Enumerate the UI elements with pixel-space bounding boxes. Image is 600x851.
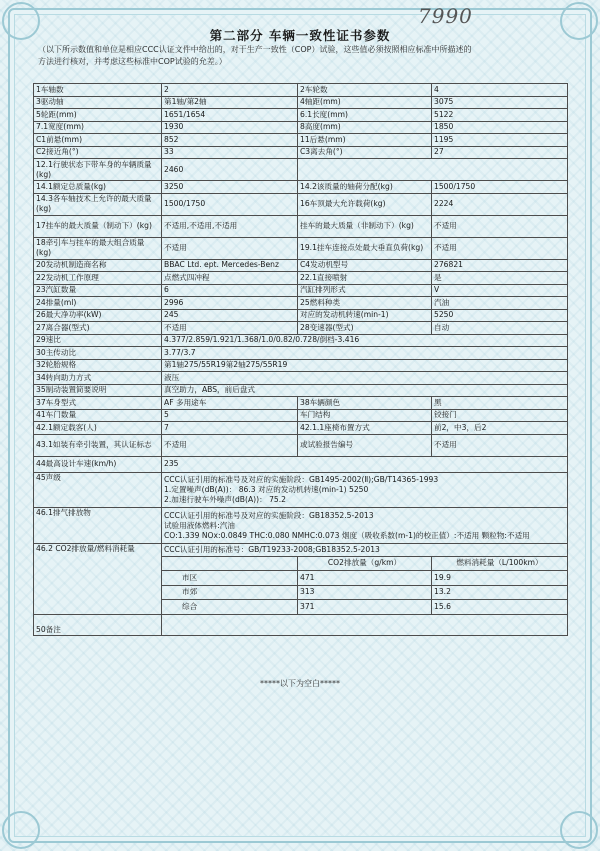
field-value: 1930 bbox=[162, 121, 298, 134]
table-row bbox=[34, 134, 568, 147]
field-label: 汽缸排列形式 bbox=[298, 284, 432, 297]
field-value bbox=[162, 473, 568, 508]
table-row bbox=[34, 614, 568, 635]
field-label: 41车门数量 bbox=[34, 409, 162, 422]
table-row bbox=[34, 384, 568, 397]
field-label: 34转向助力方式 bbox=[34, 372, 162, 385]
table-row bbox=[34, 347, 568, 360]
field-value: 27 bbox=[432, 146, 568, 159]
field-value: 铰接门 bbox=[432, 409, 568, 422]
field-label: 3驱动轴 bbox=[34, 96, 162, 109]
field-value: 不适用,不适用,不适用 bbox=[162, 215, 298, 237]
field-label: 24排量(ml) bbox=[34, 297, 162, 310]
field-value: 6 bbox=[162, 284, 298, 297]
field-value: 第1轴275/55R19第2轴275/55R19 bbox=[162, 359, 568, 372]
cycle-label: 市区 bbox=[162, 571, 298, 586]
table-row bbox=[34, 215, 568, 237]
field-value: 1500/1750 bbox=[162, 193, 298, 215]
table-row bbox=[34, 96, 568, 109]
field-label: 42.1.1座椅布置方式 bbox=[298, 422, 432, 435]
table-row bbox=[34, 456, 568, 473]
field-label: 5轮距(mm) bbox=[34, 109, 162, 122]
field-label: 1车轴数 bbox=[34, 84, 162, 97]
field-value: 5 bbox=[162, 409, 298, 422]
column-header: 燃料消耗量（L/100km） bbox=[432, 556, 568, 571]
field-label: C1前悬(mm) bbox=[34, 134, 162, 147]
field-label: 或试验报告编号 bbox=[298, 434, 432, 456]
field-label: 42.1额定载客(人) bbox=[34, 422, 162, 435]
intro-line: （以下所示数值和单位是相应CCC认证文件中给出的，对于生产一致性（COP）试验，这些值必须按照相应标准中所描述的 bbox=[38, 45, 472, 54]
handwritten-note: 7990 bbox=[418, 4, 473, 28]
field-label: C2接近角(°) bbox=[34, 146, 162, 159]
table-row bbox=[34, 309, 568, 322]
field-label: 14.2该质量的轴荷分配(kg) bbox=[298, 181, 432, 194]
field-label: 6.1长度(mm) bbox=[298, 109, 432, 122]
field-value: 汽油 bbox=[432, 297, 568, 310]
field-label: 46.1排气排放物 bbox=[34, 508, 162, 544]
field-value: 液压 bbox=[162, 372, 568, 385]
table-row bbox=[34, 84, 568, 97]
field-value: 前2，中3，后2 bbox=[432, 422, 568, 435]
table-row bbox=[34, 359, 568, 372]
table-row bbox=[34, 121, 568, 134]
field-label: 20发动机制造商名称 bbox=[34, 259, 162, 272]
field-value: 不适用 bbox=[432, 434, 568, 456]
field-label: 14.3各车轴技术上允许的最大质量(kg) bbox=[34, 193, 162, 215]
field-label: 17挂车的最大质量（制动下）(kg) bbox=[34, 215, 162, 237]
field-value: 4.377/2.859/1.921/1.368/1.0/0.82/0.728/倒档-3.416 bbox=[162, 334, 568, 347]
field-value: AF 多用途车 bbox=[162, 397, 298, 410]
field-value: 33 bbox=[162, 146, 298, 159]
field-value: 不适用 bbox=[162, 322, 298, 335]
field-value: 19.9 bbox=[432, 571, 568, 586]
table-row bbox=[34, 109, 568, 122]
corner-ornament bbox=[2, 811, 40, 849]
table-row bbox=[34, 422, 568, 435]
field-label: 46.2 CO2排放量/燃料消耗量 bbox=[34, 544, 162, 615]
corner-ornament bbox=[560, 811, 598, 849]
field-label: 19.1挂车连接点处最大垂直负荷(kg) bbox=[298, 237, 432, 259]
field-label: 29速比 bbox=[34, 334, 162, 347]
value-line: 试验用液体燃料:汽油 bbox=[164, 520, 235, 530]
field-value: 点燃式四冲程 bbox=[162, 272, 298, 285]
field-label: 7.1宽度(mm) bbox=[34, 121, 162, 134]
field-value: 852 bbox=[162, 134, 298, 147]
table-row bbox=[34, 193, 568, 215]
field-label: 23汽缸数量 bbox=[34, 284, 162, 297]
field-label: 26最大净功率(kW) bbox=[34, 309, 162, 322]
field-value: 黑 bbox=[432, 397, 568, 410]
field-value: 1850 bbox=[432, 121, 568, 134]
field-value: 是 bbox=[432, 272, 568, 285]
field-value: 235 bbox=[162, 456, 568, 473]
table-row bbox=[34, 259, 568, 272]
table-row bbox=[34, 322, 568, 335]
field-value: 313 bbox=[298, 585, 432, 600]
field-label: 44最高设计车速(km/h) bbox=[34, 456, 162, 473]
table-row bbox=[34, 237, 568, 259]
field-label: 25燃料种类 bbox=[298, 297, 432, 310]
field-label: 37车身型式 bbox=[34, 397, 162, 410]
field-value: 真空助力，ABS，前后盘式 bbox=[162, 384, 568, 397]
cycle-label: 市郊 bbox=[162, 585, 298, 600]
page-title: 第二部分 车辆一致性证书参数 bbox=[209, 28, 391, 43]
field-label: 30主传动比 bbox=[34, 347, 162, 360]
field-label: 挂车的最大质量（非制动下）(kg) bbox=[298, 215, 432, 237]
table-row bbox=[34, 159, 568, 181]
empty-cell bbox=[298, 159, 568, 181]
field-value: 1500/1750 bbox=[432, 181, 568, 194]
spec-table bbox=[33, 83, 568, 636]
field-value: 2460 bbox=[162, 159, 298, 181]
field-value: 371 bbox=[298, 600, 432, 615]
field-label: 14.1额定总质量(kg) bbox=[34, 181, 162, 194]
intro-line: 方法进行核对，并考虑这些标准中COP试验的允差。） bbox=[38, 57, 227, 66]
table-row bbox=[34, 334, 568, 347]
table-row bbox=[34, 272, 568, 285]
field-label: 12.1行驶状态下带车身的车辆质量(kg) bbox=[34, 159, 162, 181]
field-value: 第1轴/第2轴 bbox=[162, 96, 298, 109]
field-value: 自动 bbox=[432, 322, 568, 335]
field-label: 车门结构 bbox=[298, 409, 432, 422]
field-value: 不适用 bbox=[162, 434, 298, 456]
cycle-label: 综合 bbox=[162, 600, 298, 615]
table-row bbox=[34, 181, 568, 194]
value-line: CO:1.339 NOx:0.0849 THC:0.080 NMHC:0.073 烟度（吸收系数(m-1)的校正值）:不适用 颗粒物:不适用 bbox=[164, 530, 530, 540]
table-row bbox=[34, 473, 568, 508]
field-value bbox=[162, 508, 568, 544]
field-label: 45声级 bbox=[34, 473, 162, 508]
field-value: 1651/1654 bbox=[162, 109, 298, 122]
field-value: 不适用 bbox=[162, 237, 298, 259]
end-marker: *****以下为空白***** bbox=[260, 679, 340, 688]
field-value: 13.2 bbox=[432, 585, 568, 600]
field-label: 对应的发动机转速(min-1) bbox=[298, 309, 432, 322]
field-label: 22.1直接喷射 bbox=[298, 272, 432, 285]
field-value: 2 bbox=[162, 84, 298, 97]
value-line: 1.定置噪声(dB(A))： 86.3 对应的发动机转速(min-1) 5250 bbox=[164, 485, 369, 494]
field-label: 8高度(mm) bbox=[298, 121, 432, 134]
field-label: 11后悬(mm) bbox=[298, 134, 432, 147]
field-value: 276821 bbox=[432, 259, 568, 272]
value-line: CCC认证引用的标准号及对应的实施阶段：GB1495-2002(Ⅱ);GB/T14365-1993 bbox=[164, 475, 439, 484]
field-label: 50备注 bbox=[34, 614, 162, 635]
field-value: V bbox=[432, 284, 568, 297]
field-label: 43.1如装有牵引装置，其认证标志 bbox=[34, 434, 162, 456]
field-value: 5250 bbox=[432, 309, 568, 322]
field-label: 4轴距(mm) bbox=[298, 96, 432, 109]
empty-cell bbox=[162, 556, 298, 571]
field-label: 16车顶最大允许载荷(kg) bbox=[298, 193, 432, 215]
field-label: 2车轮数 bbox=[298, 84, 432, 97]
table-row bbox=[34, 372, 568, 385]
field-label: 22发动机工作原理 bbox=[34, 272, 162, 285]
field-label: 28变速器(型式) bbox=[298, 322, 432, 335]
field-label: 38车辆颜色 bbox=[298, 397, 432, 410]
field-value: 7 bbox=[162, 422, 298, 435]
field-value: 2996 bbox=[162, 297, 298, 310]
field-value: 不适用 bbox=[432, 215, 568, 237]
table-row bbox=[34, 508, 568, 544]
field-label: 35制动装置简要说明 bbox=[34, 384, 162, 397]
field-value: 3075 bbox=[432, 96, 568, 109]
table-row bbox=[34, 297, 568, 310]
table-row bbox=[34, 284, 568, 297]
table-row bbox=[34, 409, 568, 422]
field-value: 3250 bbox=[162, 181, 298, 194]
value-line: 2.加速行驶车外噪声(dB(A))： 75.2 bbox=[164, 495, 286, 504]
field-value: CCC认证引用的标准号：GB/T19233-2008;GB18352.5-2013 bbox=[162, 544, 568, 557]
field-value: 245 bbox=[162, 309, 298, 322]
field-label: 32轮胎规格 bbox=[34, 359, 162, 372]
table-row bbox=[34, 146, 568, 159]
table-row bbox=[34, 397, 568, 410]
field-value: 4 bbox=[432, 84, 568, 97]
field-label: 27离合器(型式) bbox=[34, 322, 162, 335]
field-label: C3离去角(°) bbox=[298, 146, 432, 159]
field-label: 18牵引车与挂车的最大组合质量(kg) bbox=[34, 237, 162, 259]
table-row bbox=[34, 434, 568, 456]
column-header: CO2排放量（g/km） bbox=[298, 556, 432, 571]
table-row bbox=[34, 544, 568, 557]
field-label: C4发动机型号 bbox=[298, 259, 432, 272]
field-value: 471 bbox=[298, 571, 432, 586]
empty-cell bbox=[162, 614, 568, 635]
field-value: 5122 bbox=[432, 109, 568, 122]
field-value: 3.77/3.7 bbox=[162, 347, 568, 360]
field-value: BBAC Ltd. ept. Mercedes-Benz bbox=[162, 259, 298, 272]
field-value: 不适用 bbox=[432, 237, 568, 259]
field-value: 2224 bbox=[432, 193, 568, 215]
intro-text bbox=[38, 44, 568, 68]
value-line: CCC认证引用的标准号及对应的实施阶段：GB18352.5-2013 bbox=[164, 510, 374, 520]
field-value: 15.6 bbox=[432, 600, 568, 615]
field-value: 1195 bbox=[432, 134, 568, 147]
